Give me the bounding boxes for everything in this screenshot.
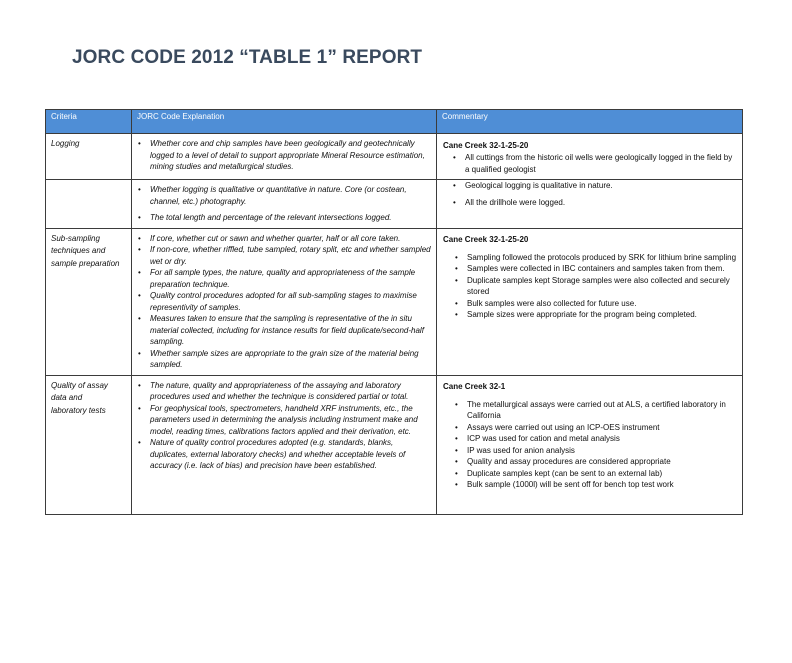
explanation-item: • Quality control procedures adopted for all sub-sampling stages to maximise representivity of samples.: [138, 290, 432, 313]
table-header-row: [46, 110, 743, 134]
criteria-cell: Logging: [46, 134, 132, 180]
commentary-item: • Sample sizes were appropriate for the program being completed.: [455, 309, 738, 321]
explanation-item: • The total length and percentage of the relevant intersections logged.: [138, 212, 432, 224]
header-explanation: JORC Code Explanation: [132, 110, 437, 134]
explanation-item: • Whether logging is qualitative or quantitative in nature. Core (or costean, channel, etc.) photography.: [138, 184, 432, 207]
page-title: JORC CODE 2012 “TABLE 1” REPORT: [72, 47, 423, 68]
commentary-item: • Geological logging is qualitative in nature.: [453, 180, 738, 192]
commentary-item: • Quality and assay procedures are considered appropriate: [455, 456, 738, 468]
commentary-item: • Samples were collected in IBC containers and samples taken from them.: [455, 263, 738, 275]
commentary-item: • Bulk samples were also collected for future use.: [455, 298, 738, 310]
commentary-title: Cane Creek 32-1: [443, 381, 506, 391]
commentary-item: • The metallurgical assays were carried out at ALS, a certified laboratory in California: [455, 399, 738, 422]
commentary-item: • Assays were carried out using an ICP-OES instrument: [455, 422, 738, 434]
criteria-cell: Quality of assay data and laboratory tests: [46, 375, 132, 514]
explanation-item: • The nature, quality and appropriateness of the assaying and laboratory procedures used and whether the technique is considered partial or total.: [138, 380, 432, 403]
table-row: [46, 375, 743, 514]
commentary-cell: [437, 134, 743, 180]
explanation-cell: [132, 134, 437, 180]
header-criteria: Criteria: [46, 110, 132, 134]
table-row: [46, 134, 743, 180]
commentary-item: • ICP was used for cation and metal analysis: [455, 433, 738, 445]
jorc-table: [45, 109, 743, 515]
commentary-title: Cane Creek 32-1-25-20: [443, 234, 529, 244]
table-row: [46, 228, 743, 375]
commentary-item: • Duplicate samples kept Storage samples were also collected and securely stored: [455, 275, 738, 298]
commentary-title: Cane Creek 32-1-25-20: [443, 141, 529, 150]
explanation-item: • Whether core and chip samples have been geologically and geotechnically logged to a level of detail to support appropriate Mineral Resource estimation, mining studies and metallurgical studies.: [138, 138, 432, 173]
commentary-item: • Sampling followed the protocols produced by SRK for lithium brine sampling: [455, 252, 738, 264]
commentary-item: • Duplicate samples kept (can be sent to an external lab): [455, 468, 738, 480]
criteria-cell: Sub-sampling techniques and sample preparation: [46, 228, 132, 375]
explanation-cell: [132, 180, 437, 229]
commentary-cell: [437, 375, 743, 514]
commentary-cell: [437, 228, 743, 375]
table-row: [46, 180, 743, 229]
explanation-item: • Nature of quality control procedures adopted (e.g. standards, blanks, duplicates, external laboratory checks) and whether acceptable levels of accuracy (i.e. lack of bias) and precision have been established.: [138, 437, 432, 472]
commentary-item: • Bulk sample (1000l) will be sent off for bench top test work: [455, 479, 738, 491]
explanation-item: • Measures taken to ensure that the sampling is representative of the in situ material collected, including for instance results for field duplicate/second-half sampling.: [138, 313, 432, 348]
explanation-cell: [132, 375, 437, 514]
header-commentary: Commentary: [437, 110, 743, 134]
criteria-cell: [46, 180, 132, 229]
explanation-item: • If non-core, whether riffled, tube sampled, rotary split, etc and whether sampled wet or dry.: [138, 244, 432, 267]
commentary-item: • All the drillhole were logged.: [453, 197, 738, 209]
commentary-cell: [437, 180, 743, 229]
explanation-cell: [132, 228, 437, 375]
explanation-item: • If core, whether cut or sawn and whether quarter, half or all core taken.: [138, 233, 432, 245]
explanation-item: • For geophysical tools, spectrometers, handheld XRF instruments, etc., the parameters used in determining the analysis including instrument make and model, reading times, calibrations factors applied and their derivation, etc.: [138, 403, 432, 438]
commentary-item: • IP was used for anion analysis: [455, 445, 738, 457]
explanation-item: • For all sample types, the nature, quality and appropriateness of the sample preparation technique.: [138, 267, 432, 290]
commentary-item: • All cuttings from the historic oil wells were geologically logged in the field by a qualified geologist: [453, 152, 738, 175]
explanation-item: • Whether sample sizes are appropriate to the grain size of the material being sampled.: [138, 348, 432, 371]
